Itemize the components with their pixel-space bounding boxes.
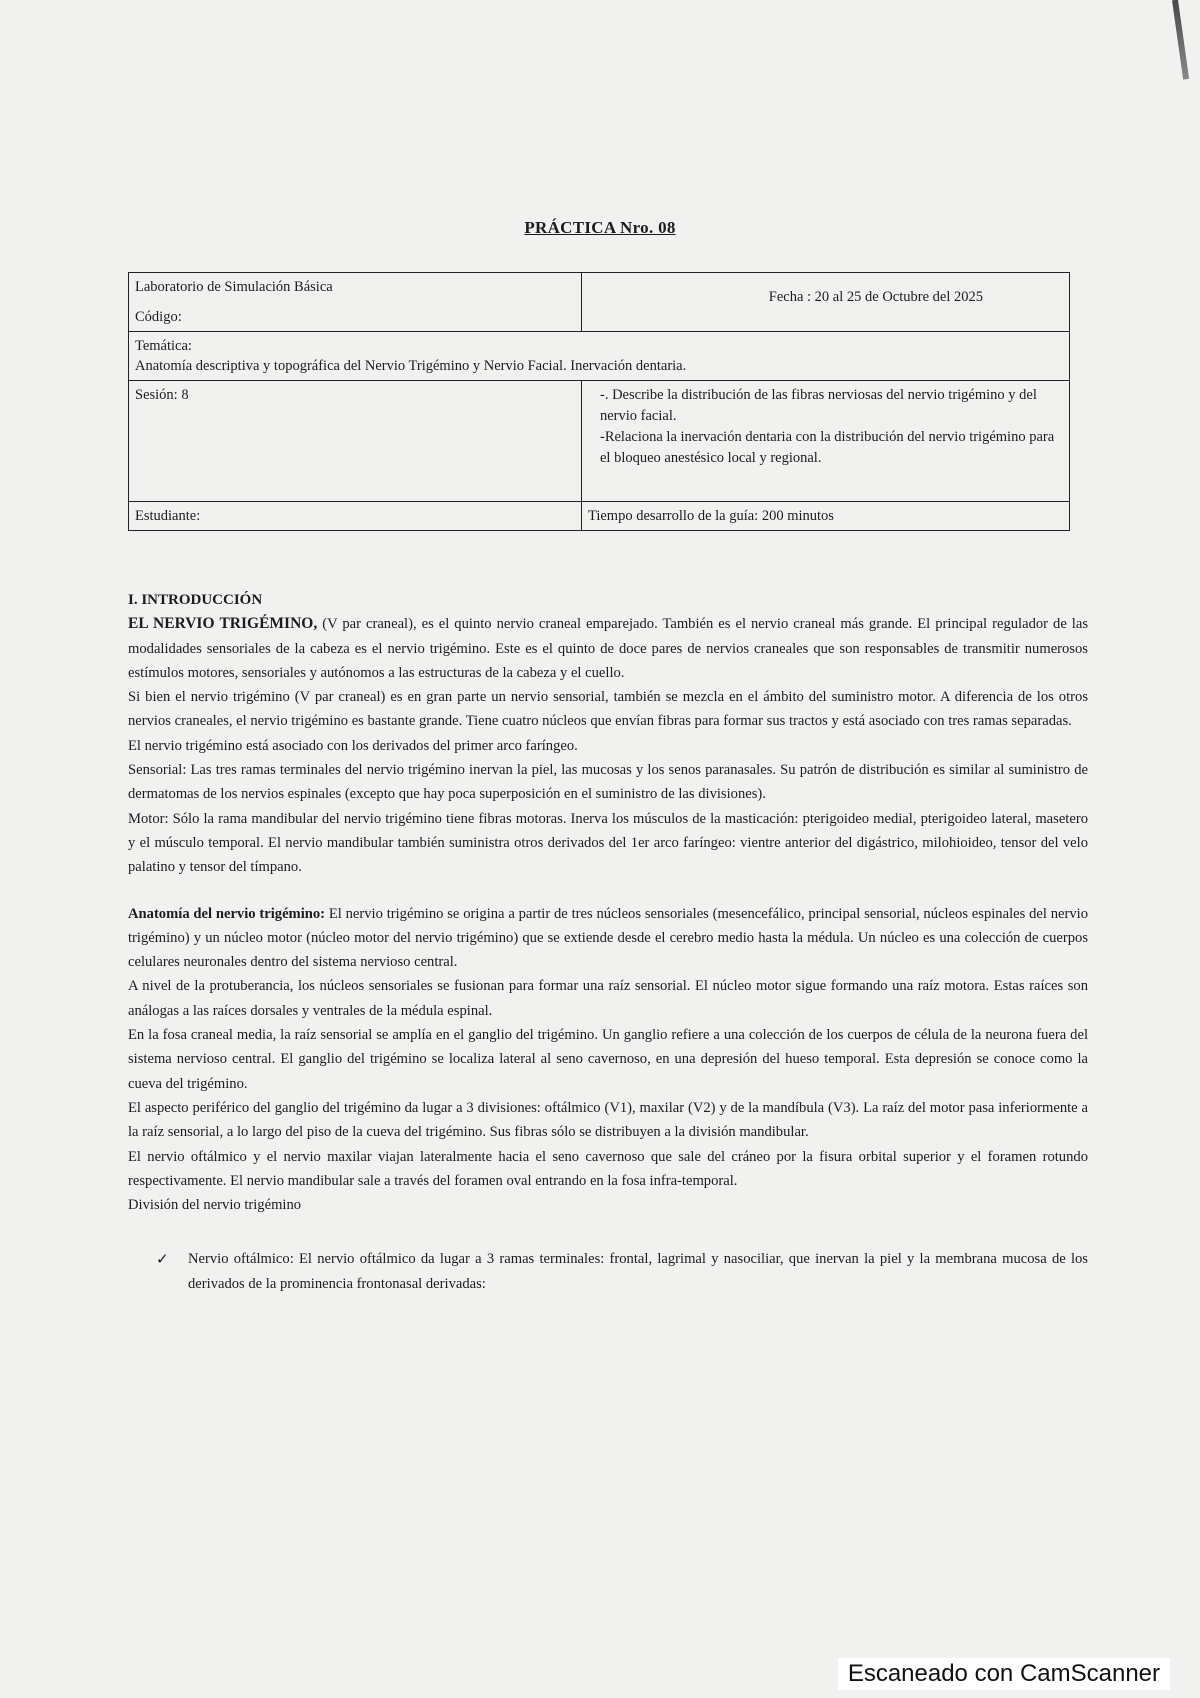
intro-paragraph-sensorial: Sensorial: Las tres ramas terminales del nervio trigémino inervan la piel, las mucosas y los senos paranasales. Su patrón de distribución es similar al suministro de dermatomas de los nervios espinales (excepto que hay poca superposición en el suministro de las divisiones). xyxy=(128,762,1088,803)
list-item-text: Nervio oftálmico: El nervio oftálmico da lugar a 3 ramas terminales: frontal, lagrimal y nasociliar, que inervan la piel y la membrana mucosa de los derivados de la prominencia frontonasal derivadas: xyxy=(188,1251,1088,1292)
estudiante-cell xyxy=(129,502,582,531)
header-table xyxy=(128,272,1070,531)
tiempo-cell xyxy=(582,502,1070,531)
anatomy-paragraph-5: El nervio oftálmico y el nervio maxilar viajan lateralmente hacia el seno cavernoso que sale del cráneo por la fisura orbital superior y el foramen rotundo respectivamente. El nervio mandibular sale a través del foramen oval entrando en la fosa infra-temporal. xyxy=(128,1148,1088,1189)
intro-paragraph-3: El nervio trigémino está asociado con los derivados del primer arco faríngeo. xyxy=(128,737,578,754)
anatomy-paragraph-4: El aspecto periférico del ganglio del trigémino da lugar a 3 divisiones: oftálmico (V1), maxilar (V2) y de la mandíbula (V3). La raíz del motor pasa inferiormente a la raíz sensorial, a lo largo del piso de la cueva del trigémino. Sus fibras sólo se distribuyen a la división mandibular. xyxy=(128,1099,1088,1141)
anatomy-lead-rest: El nervio trigémino se origina a partir de tres núcleos sensoriales (mesencefálico, principal sensorial, núcleos espinales del nervio trigémino) y un núcleo motor (núcleo motor del nervio trigémino) que se extiende desde el cerebro medio hasta la médula. Un núcleo es una colección de cuerpos celulares neuronales dentro del sistema nervioso central. xyxy=(128,905,1088,971)
checkmark-icon: ✓ xyxy=(156,1250,169,1269)
objectives-cell xyxy=(582,381,1070,502)
anatomy-paragraph-2: A nivel de la protuberancia, los núcleos sensoriales se fusionan para formar una raíz sensorial. El núcleo motor sigue formando una raíz motora. Estas raíces son análogas a las raíces dorsales y ventrales de la médula espinal. xyxy=(128,978,1088,1019)
tematica-label: Temática: xyxy=(135,338,192,354)
intro-heading: I. INTRODUCCIÓN xyxy=(128,592,263,608)
anatomy-paragraph-3: En la fosa craneal media, la raíz sensorial se amplía en el ganglio del trigémino. Un ganglio refiere a una colección de los cuerpos de célula de la neurona fuera del sistema nervioso central. El ganglio del trigémino se localiza lateral al seno cavernoso, en una depresión del hueso temporal. Esta depresión se conoce como la cueva del trigémino. xyxy=(128,1027,1088,1092)
lab-cell xyxy=(129,273,582,332)
intro-paragraph-1 xyxy=(128,612,1088,685)
fecha-cell xyxy=(582,273,1070,332)
body-content xyxy=(128,588,1088,1296)
intro-lead: EL NERVIO TRIGÉMINO, xyxy=(128,615,318,633)
objective-1: -. Describe la distribución de las fibras nerviosas del nervio trigémino y del nervio facial. xyxy=(600,387,1037,424)
lab-name: Laboratorio de Simulación Básica xyxy=(135,279,333,295)
tiempo-text: Tiempo desarrollo de la guía: 200 minutos xyxy=(588,508,834,524)
camscanner-watermark: Escaneado con CamScanner xyxy=(838,1658,1170,1690)
tematica-value: Anatomía descriptiva y topográfica del Nervio Trigémino y Nervio Facial. Inervación dentaria. xyxy=(135,358,687,374)
fecha-text: Fecha : 20 al 25 de Octubre del 2025 xyxy=(768,289,983,305)
intro-paragraph-2: Si bien el nervio trigémino (V par craneal) es en gran parte un nervio sensorial, también se mezcla en el ámbito del suministro motor. A diferencia de los otros nervios craneales, el nervio trigémino es bastante grande. Tiene cuatro núcleos que envían fibras para formar sus tractos y está asociado con tres ramas separadas. xyxy=(128,689,1088,730)
sesion-cell xyxy=(129,381,582,502)
division-subheading: División del nervio trigémino xyxy=(128,1197,302,1214)
scan-edge-mark xyxy=(1172,0,1189,80)
page-title: PRÁCTICA Nro. 08 xyxy=(524,218,676,237)
intro-lead-rest: (V par craneal), es el quinto nervio craneal emparejado. También es el nervio craneal más grande. El principal regulador de las modalidades sensoriales de la cabeza es el nervio trigémino. Este es el quinto de doce pares de nervios craneales que son responsables de transmitir numerosos estímulos motores, sensoriales y autónomos a las estructuras de la cabeza y el cuello. xyxy=(128,616,1089,681)
anatomy-lead: Anatomía del nervio trigémino: xyxy=(128,905,326,922)
list-item-oftalmico xyxy=(128,1247,1088,1296)
sesion-text: Sesión: 8 xyxy=(135,387,189,403)
codigo-label: Código: xyxy=(135,309,182,325)
objective-2: -Relaciona la inervación dentaria con la distribución del nervio trigémino para el bloqueo anestésico local y regional. xyxy=(600,429,1055,466)
intro-paragraph-motor: Motor: Sólo la rama mandibular del nervio trigémino tiene fibras motoras. Inerva los músculos de la masticación: pterigoideo medial, pterigoideo lateral, masetero y el músculo temporal. El nervio mandibular también suministra otros derivados del 1er arco faríngeo: vientre anterior del digástrico, milohioideo, tensor del velo palatino y tensor del tímpano. xyxy=(128,810,1088,876)
estudiante-label: Estudiante: xyxy=(135,508,201,524)
tematica-cell xyxy=(129,332,1070,381)
anatomy-paragraph-1 xyxy=(128,902,1088,975)
